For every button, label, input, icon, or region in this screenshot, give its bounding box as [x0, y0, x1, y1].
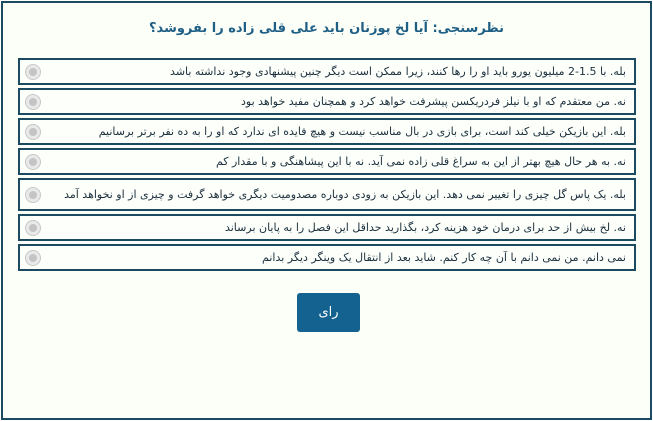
radio-button-icon[interactable]	[25, 250, 41, 266]
poll-option-1[interactable]	[18, 58, 636, 85]
option-label: بله. این بازیکن خیلی کند است، برای بازی در بال مناسب نیست و هیچ فایده ای ندارد که او را به ده نفر برتر برسانیم	[98, 125, 626, 138]
poll-option-4[interactable]	[18, 148, 636, 175]
radio-button-icon[interactable]	[25, 124, 41, 140]
radio-button-icon[interactable]	[25, 187, 41, 203]
poll-option-3[interactable]	[18, 118, 636, 145]
poll-options	[18, 58, 636, 274]
poll-option-5[interactable]	[18, 178, 636, 211]
poll-title: نظرسنجی: آیا لخ پوزنان باید علی قلی زاده را بفروشد؟	[149, 21, 504, 36]
poll-option-2[interactable]	[18, 88, 636, 115]
option-label: نه. به هر حال هیچ بهتر از این به سراغ قلی زاده نمی آید. نه با این پیشاهنگی و با مقدار کم	[215, 155, 626, 168]
option-label: بله. با 1.5-2 میلیون یورو باید او را رها کنند، زیرا ممکن است دیگر چنین پیشنهادی وجود نداشته باشد	[170, 65, 626, 78]
radio-button-icon[interactable]	[25, 64, 41, 80]
radio-button-icon[interactable]	[25, 94, 41, 110]
option-label: بله. یک پاس گل چیزی را تغییر نمی دهد. این بازیکن به زودی دوباره مصدومیت دیگری خواهد گرفت و چیزی از او نخواهد آمد	[64, 188, 626, 201]
option-label: نه. لخ بیش از حد برای درمان خود هزینه کرد، بگذارید حداقل این فصل را به پایان برساند	[224, 221, 626, 234]
radio-button-icon[interactable]	[25, 220, 41, 236]
option-label: نمی دانم. من نمی دانم با آن چه کار کنم. شاید بعد از انتقال یک وینگر دیگر بدانم	[262, 251, 626, 264]
radio-button-icon[interactable]	[25, 154, 41, 170]
poll-option-6[interactable]	[18, 214, 636, 241]
poll-widget	[1, 1, 652, 420]
option-label: نه. من معتقدم که او با نیلز فردریکسن پیشرفت خواهد کرد و همچنان مفید خواهد بود	[241, 95, 626, 108]
vote-button[interactable]: رای	[297, 293, 360, 332]
poll-option-7[interactable]	[18, 244, 636, 271]
